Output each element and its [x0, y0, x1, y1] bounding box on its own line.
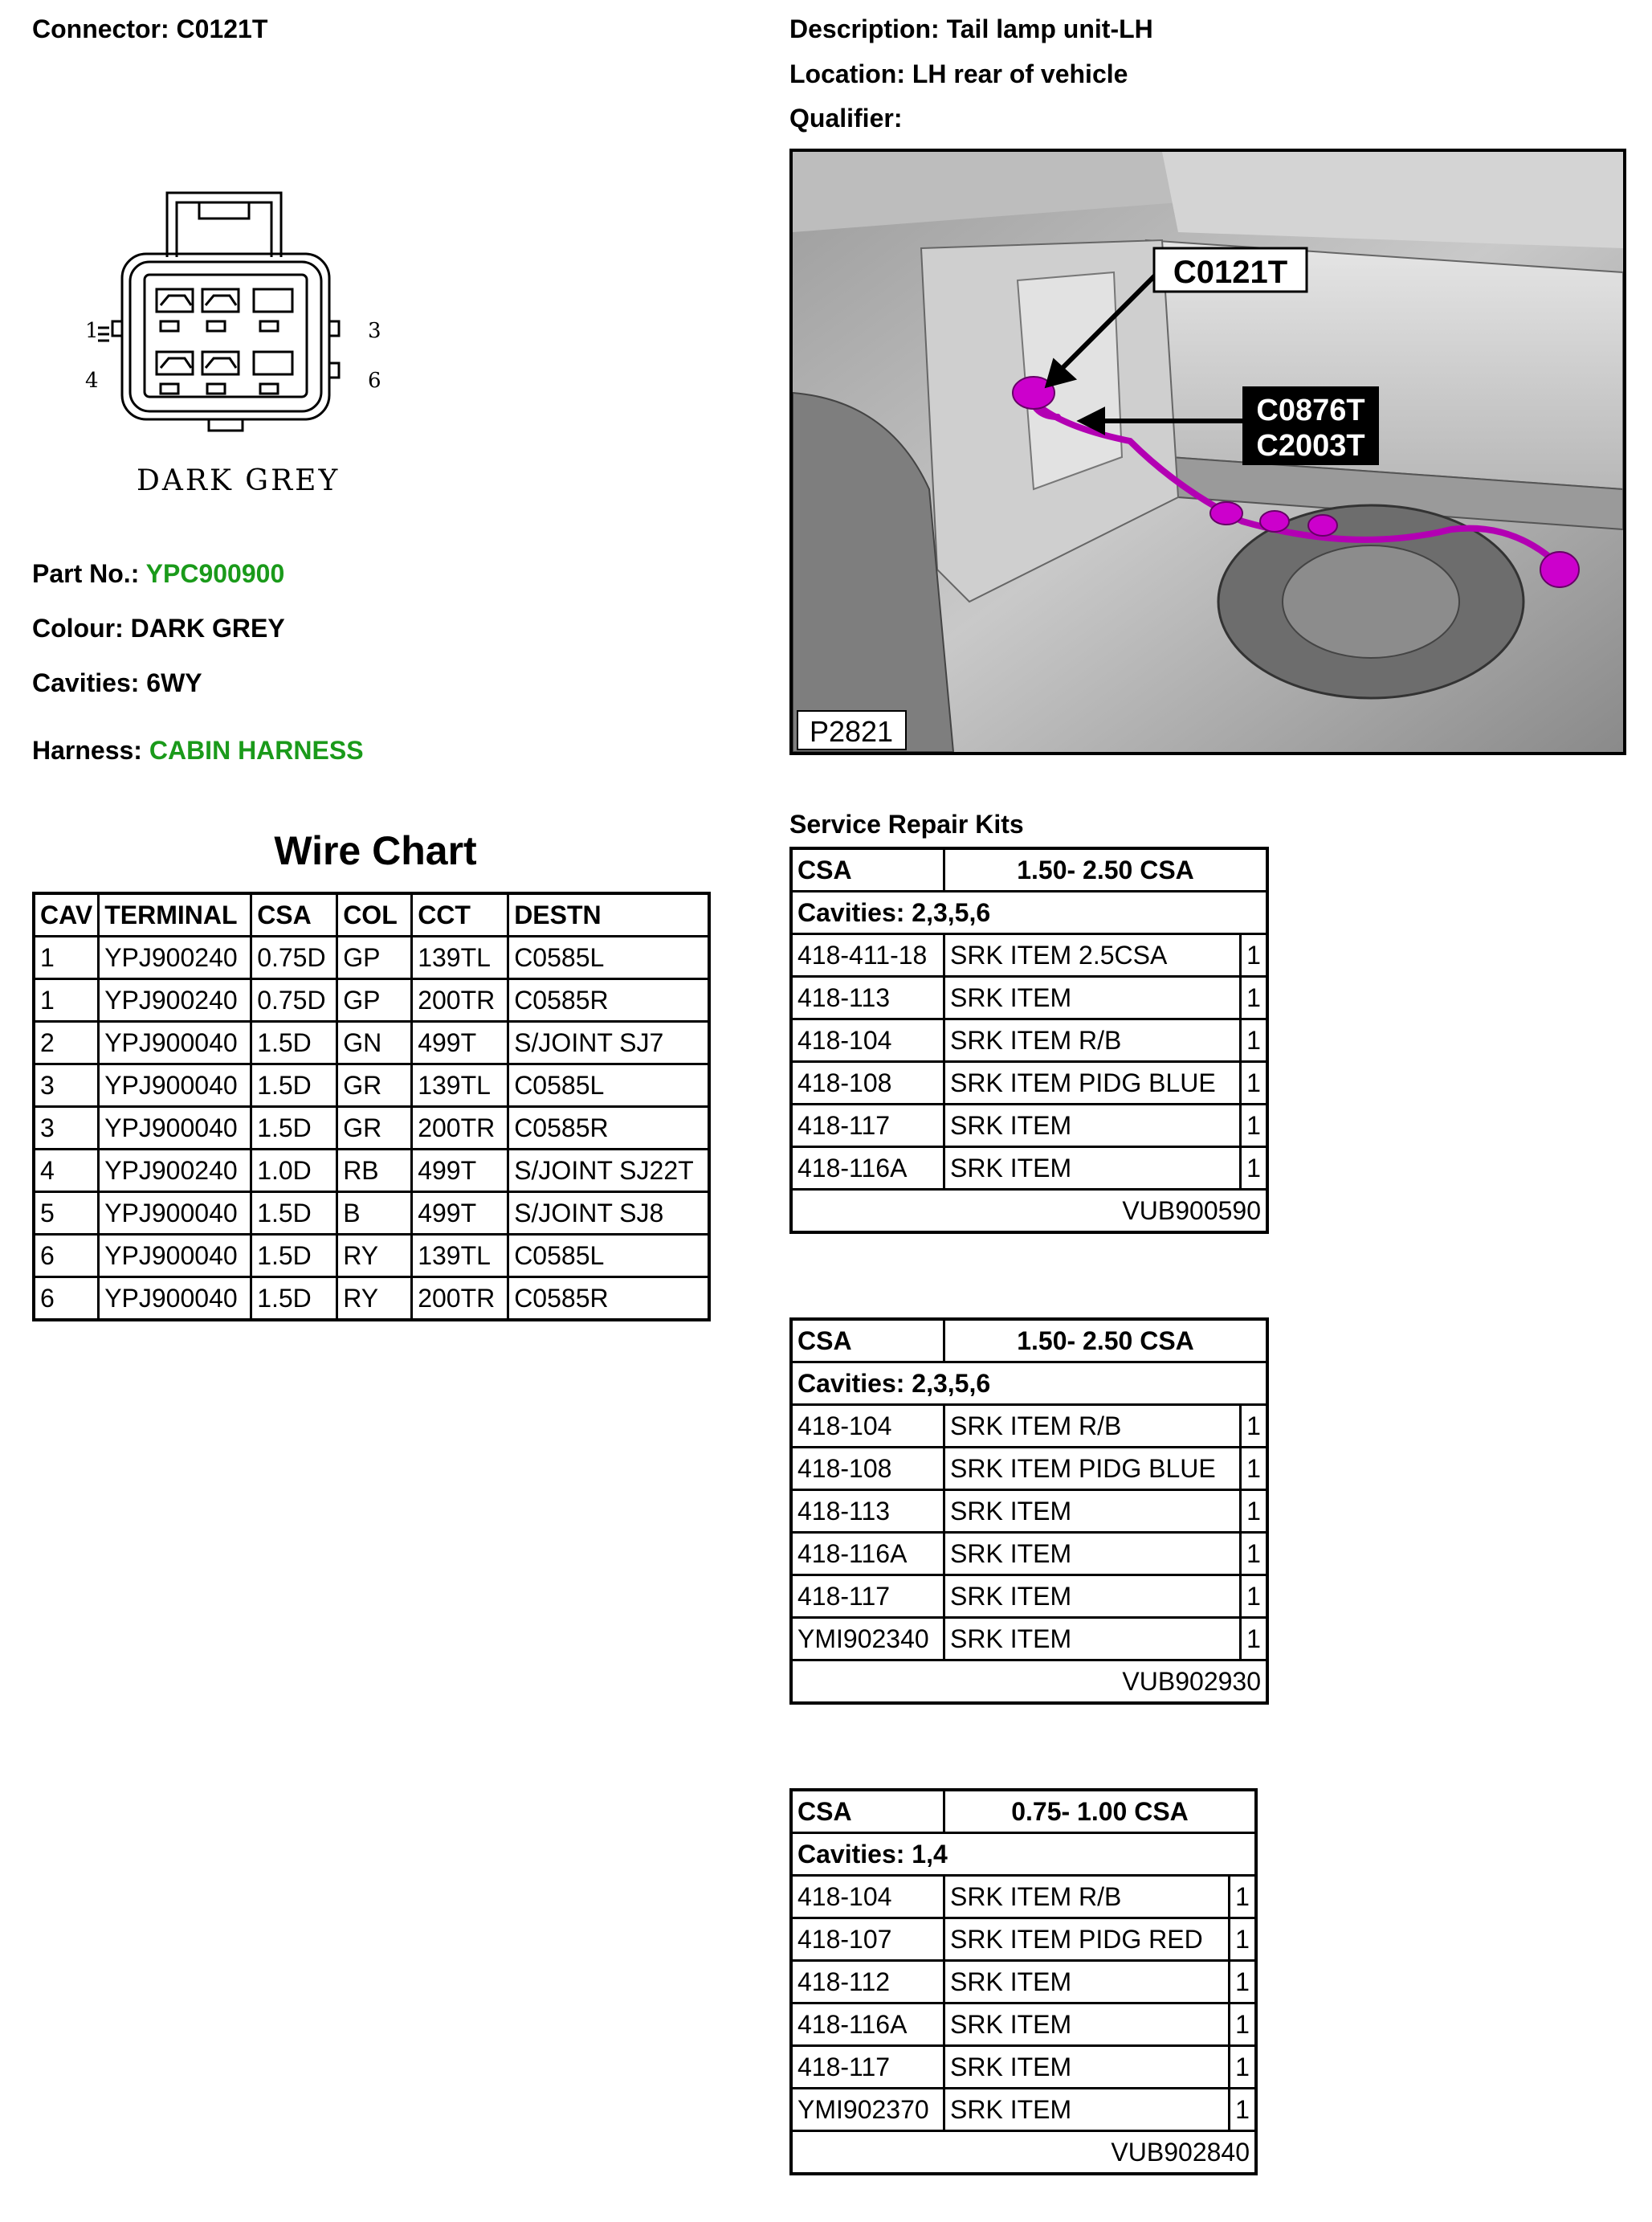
callout-c2003t: C2003T	[1256, 429, 1365, 463]
kit-item-desc: SRK ITEM	[945, 1148, 1242, 1191]
kit-item-part[interactable]: 418-116A	[793, 1534, 945, 1576]
kit-item-row	[793, 1063, 1266, 1105]
kit-csa-range: 1.50- 2.50 CSA	[945, 1321, 1266, 1363]
kit-item-qty: 1	[1230, 1877, 1254, 1919]
cell-cav: 6	[35, 1278, 100, 1318]
kit-item-qty: 1	[1242, 1619, 1266, 1661]
kit-number[interactable]: VUB900590	[1122, 1195, 1261, 1225]
kit-item-qty: 1	[1242, 978, 1266, 1020]
kit-item-qty: 1	[1230, 1919, 1254, 1962]
cell-destn: S/JOINT SJ7	[509, 1023, 708, 1065]
qualifier-field	[789, 104, 902, 133]
cell-col: RY	[338, 1236, 413, 1278]
colour-label: Colour:	[32, 614, 124, 643]
kit-csa-label: CSA	[793, 1321, 945, 1363]
header-terminal: TERMINAL	[100, 895, 252, 937]
wire-chart-row	[35, 1023, 708, 1065]
cell-terminal[interactable]: YPJ900040	[100, 1023, 252, 1065]
cell-cct: 139TL	[413, 1236, 509, 1278]
kit-item-desc: SRK ITEM R/B	[945, 1406, 1242, 1448]
kit-item-desc: SRK ITEM R/B	[945, 1877, 1230, 1919]
part-no-value[interactable]: YPC900900	[145, 559, 285, 588]
kit-item-desc: SRK ITEM PIDG BLUE	[945, 1063, 1242, 1105]
location-label: Location:	[789, 59, 905, 88]
kit-item-row	[793, 2089, 1254, 2132]
kit-item-row	[793, 2047, 1254, 2089]
photo-ref-label: P2821	[809, 715, 894, 748]
location-value: LH rear of vehicle	[912, 59, 1128, 88]
cell-destn: S/JOINT SJ22T	[509, 1150, 708, 1193]
connector-value: C0121T	[176, 14, 268, 43]
kit-item-row	[793, 1148, 1266, 1191]
pin-label-3: 3	[368, 319, 381, 343]
kit-item-desc: SRK ITEM	[945, 2004, 1230, 2047]
kit-cavities: Cavities: 2,3,5,6	[793, 892, 1266, 935]
wire-chart-row	[35, 1236, 708, 1278]
kit-item-desc: SRK ITEM R/B	[945, 1020, 1242, 1063]
kit-item-part[interactable]: 418-108	[793, 1448, 945, 1491]
cell-destn: C0585L	[509, 937, 708, 980]
kit-item-row	[793, 1576, 1266, 1619]
kit-csa-range: 0.75- 1.00 CSA	[945, 1791, 1254, 1834]
kit-item-row	[793, 935, 1266, 978]
kit-item-qty: 1	[1230, 2004, 1254, 2047]
cell-csa: 0.75D	[252, 980, 338, 1023]
kit-item-desc: SRK ITEM	[945, 1619, 1242, 1661]
connector-face-drawing	[64, 177, 418, 514]
callout-c0876t: C0876T	[1256, 394, 1365, 427]
header-destn: DESTN	[509, 895, 708, 937]
kit-number-row	[793, 2132, 1254, 2172]
kit-item-qty: 1	[1242, 1105, 1266, 1148]
kit-cavities-row	[793, 1834, 1254, 1877]
kit-csa-row	[793, 1321, 1266, 1363]
kit-item-qty: 1	[1242, 1406, 1266, 1448]
pin-label-6: 6	[368, 369, 381, 393]
kit-item-part[interactable]: 418-112	[793, 1962, 945, 2004]
kit-item-row	[793, 1619, 1266, 1661]
kit-item-row	[793, 1534, 1266, 1576]
kit-item-part[interactable]: 418-117	[793, 1576, 945, 1619]
kit-item-qty: 1	[1242, 1063, 1266, 1105]
header-cct: CCT	[413, 895, 509, 937]
kit-item-desc: SRK ITEM	[945, 978, 1242, 1020]
description-label: Description:	[789, 14, 940, 43]
kit-number-row	[793, 1661, 1266, 1701]
wire-chart-header-row	[35, 895, 708, 937]
kit-item-qty: 1	[1242, 1491, 1266, 1534]
cell-terminal[interactable]: YPJ900240	[100, 937, 252, 980]
kit-item-row	[793, 1962, 1254, 2004]
cell-csa: 1.5D	[252, 1108, 338, 1150]
kit-item-row	[793, 1448, 1266, 1491]
cell-destn: C0585L	[509, 1236, 708, 1278]
kit-item-desc: SRK ITEM	[945, 1962, 1230, 2004]
cell-csa: 1.0D	[252, 1150, 338, 1193]
wire-chart-table	[32, 892, 711, 1321]
cavities-value: 6WY	[146, 668, 202, 697]
kit-item-part[interactable]: 418-108	[793, 1063, 945, 1105]
cell-cav: 3	[35, 1065, 100, 1108]
wire-chart-row	[35, 1150, 708, 1193]
kit-item-part[interactable]: YMI902370	[793, 2089, 945, 2132]
wire-chart-row	[35, 1108, 708, 1150]
part-no-label: Part No.:	[32, 559, 140, 588]
kit-item-row	[793, 1877, 1254, 1919]
header-col: COL	[338, 895, 413, 937]
pin-label-1: 1	[85, 319, 99, 343]
header-cav: CAV	[35, 895, 100, 937]
cell-cav: 5	[35, 1193, 100, 1236]
cell-csa: 1.5D	[252, 1023, 338, 1065]
kit-item-part[interactable]: 418-107	[793, 1919, 945, 1962]
cell-col: RB	[338, 1150, 413, 1193]
pin-label-4: 4	[85, 369, 99, 393]
repair-kit-table-3	[789, 1788, 1258, 2175]
cell-csa: 1.5D	[252, 1278, 338, 1318]
repair-kit-table-2	[789, 1317, 1269, 1705]
kit-csa-row	[793, 850, 1266, 892]
kit-csa-label: CSA	[793, 850, 945, 892]
cell-destn: C0585R	[509, 980, 708, 1023]
cell-csa: 1.5D	[252, 1193, 338, 1236]
cell-terminal[interactable]: YPJ900240	[100, 980, 252, 1023]
cell-destn: S/JOINT SJ8	[509, 1193, 708, 1236]
connector-colour-caption: DARK GREY	[137, 464, 341, 497]
wire-chart-row	[35, 937, 708, 980]
kit-csa-label: CSA	[793, 1791, 945, 1834]
cavities-field	[32, 668, 202, 698]
kit-item-part[interactable]: 418-104	[793, 1020, 945, 1063]
wire-chart-row	[35, 1193, 708, 1236]
kit-item-desc: SRK ITEM	[945, 1576, 1242, 1619]
kit-item-desc: SRK ITEM	[945, 1491, 1242, 1534]
wire-chart-row	[35, 1065, 708, 1108]
description-field	[789, 14, 1153, 44]
qualifier-label: Qualifier:	[789, 104, 903, 133]
cell-terminal[interactable]: YPJ900040	[100, 1065, 252, 1108]
kit-item-part[interactable]: 418-411-18	[793, 935, 945, 978]
cell-destn: C0585R	[514, 1283, 609, 1313]
kit-item-qty: 1	[1242, 1148, 1266, 1191]
kit-item-qty: 1	[1242, 1534, 1266, 1576]
kit-csa-row	[793, 1791, 1254, 1834]
kit-cavities-row	[793, 892, 1266, 935]
kit-item-part[interactable]: 418-113	[793, 978, 945, 1020]
kit-item-desc: SRK ITEM	[945, 2047, 1230, 2089]
wire-chart-row	[35, 1278, 708, 1318]
kit-item-row	[793, 1491, 1266, 1534]
kit-item-qty: 1	[1230, 2089, 1254, 2132]
harness-value[interactable]: CABIN HARNESS	[149, 736, 364, 765]
vehicle-location-photo	[789, 149, 1626, 755]
kit-item-qty: 1	[1242, 935, 1266, 978]
kit-item-part[interactable]: 418-116A	[793, 2004, 945, 2047]
cell-col: B	[338, 1193, 413, 1236]
kit-item-row	[793, 1105, 1266, 1148]
description-value: Tail lamp unit-LH	[946, 14, 1153, 43]
kit-item-part[interactable]: 418-104	[793, 1877, 945, 1919]
kit-cavities-row	[793, 1363, 1266, 1406]
header-csa: CSA	[252, 895, 338, 937]
kit-item-part[interactable]: YMI902340	[793, 1619, 945, 1661]
kit-item-desc: SRK ITEM	[945, 2089, 1230, 2132]
cell-col: GR	[338, 1065, 413, 1108]
kit-item-qty: 1	[1242, 1448, 1266, 1491]
cell-cct: 499T	[413, 1023, 509, 1065]
kit-item-part[interactable]: 418-117	[793, 2047, 945, 2089]
connector-label: Connector:	[32, 14, 169, 43]
cell-csa: 0.75D	[252, 937, 338, 980]
cell-cav: 1	[35, 980, 100, 1023]
kit-number[interactable]: VUB902930	[1122, 1666, 1261, 1696]
harness-field	[32, 736, 364, 766]
cell-csa: 1.5D	[252, 1065, 338, 1108]
kit-item-qty: 1	[1230, 2047, 1254, 2089]
cell-cct: 139TL	[413, 937, 509, 980]
kit-number[interactable]: VUB902840	[1111, 2137, 1250, 2167]
kit-item-row	[793, 1919, 1254, 1962]
cell-col: GR	[338, 1108, 413, 1150]
kit-item-part[interactable]: 418-116A	[793, 1148, 945, 1191]
kit-number-row	[793, 1191, 1266, 1231]
cavities-label: Cavities:	[32, 668, 140, 697]
kit-item-row	[793, 2004, 1254, 2047]
cell-cct: 200TR	[413, 980, 509, 1023]
colour-value: DARK GREY	[130, 614, 285, 643]
cell-col: RY	[338, 1278, 413, 1318]
kit-item-desc: SRK ITEM	[945, 1105, 1242, 1148]
colour-field	[32, 614, 285, 643]
kit-item-desc: SRK ITEM PIDG BLUE	[945, 1448, 1242, 1491]
kit-item-desc: SRK ITEM 2.5CSA	[945, 935, 1242, 978]
kit-item-qty: 1	[1230, 1962, 1254, 2004]
connector-field	[32, 14, 267, 44]
cell-terminal[interactable]: YPJ900240	[100, 1150, 252, 1193]
cell-terminal[interactable]: YPJ900040	[100, 1278, 252, 1318]
harness-label: Harness:	[32, 736, 142, 765]
vehicle-illustration	[793, 152, 1623, 752]
part-no-field	[32, 559, 284, 589]
kit-item-part[interactable]: 418-117	[793, 1105, 945, 1148]
cell-destn: C0585R	[509, 1108, 708, 1150]
wire-chart-row	[35, 980, 708, 1023]
kit-item-desc: SRK ITEM	[945, 1534, 1242, 1576]
repair-kits-title: Service Repair Kits	[789, 810, 1024, 839]
cell-col: GP	[338, 937, 413, 980]
cell-terminal[interactable]: YPJ900040	[100, 1236, 252, 1278]
kit-cavities: Cavities: 1,4	[793, 1834, 1254, 1877]
wire-chart-title: Wire Chart	[274, 828, 477, 873]
kit-csa-range: 1.50- 2.50 CSA	[945, 850, 1266, 892]
kit-item-part[interactable]: 418-113	[793, 1491, 945, 1534]
cell-cav: 4	[35, 1150, 100, 1193]
kit-item-part[interactable]: 418-104	[793, 1406, 945, 1448]
cell-csa: 1.5D	[252, 1236, 338, 1278]
cell-cav: 6	[35, 1236, 100, 1278]
cell-col: GP	[338, 980, 413, 1023]
cell-cct: 139TL	[413, 1065, 509, 1108]
repair-kit-table-1	[789, 847, 1269, 1234]
cell-cav: 3	[35, 1108, 100, 1150]
location-field	[789, 59, 1128, 89]
kit-item-desc: SRK ITEM PIDG RED	[945, 1919, 1230, 1962]
cell-cct: 200TR	[413, 1278, 509, 1318]
cell-cav: 1	[35, 937, 100, 980]
cell-cct: 499T	[413, 1193, 509, 1236]
kit-item-qty: 1	[1242, 1020, 1266, 1063]
kit-item-row	[793, 978, 1266, 1020]
cell-terminal[interactable]: YPJ900040	[100, 1108, 252, 1150]
kit-cavities: Cavities: 2,3,5,6	[793, 1363, 1266, 1406]
kit-item-qty: 1	[1242, 1576, 1266, 1619]
cell-col: GN	[338, 1023, 413, 1065]
kit-item-row	[793, 1406, 1266, 1448]
cell-cct: 200TR	[413, 1108, 509, 1150]
kit-item-row	[793, 1020, 1266, 1063]
cell-destn: C0585L	[509, 1065, 708, 1108]
callout-c0121t: C0121T	[1173, 255, 1288, 290]
cell-terminal[interactable]: YPJ900040	[100, 1193, 252, 1236]
cell-cct: 499T	[413, 1150, 509, 1193]
cell-cav: 2	[35, 1023, 100, 1065]
